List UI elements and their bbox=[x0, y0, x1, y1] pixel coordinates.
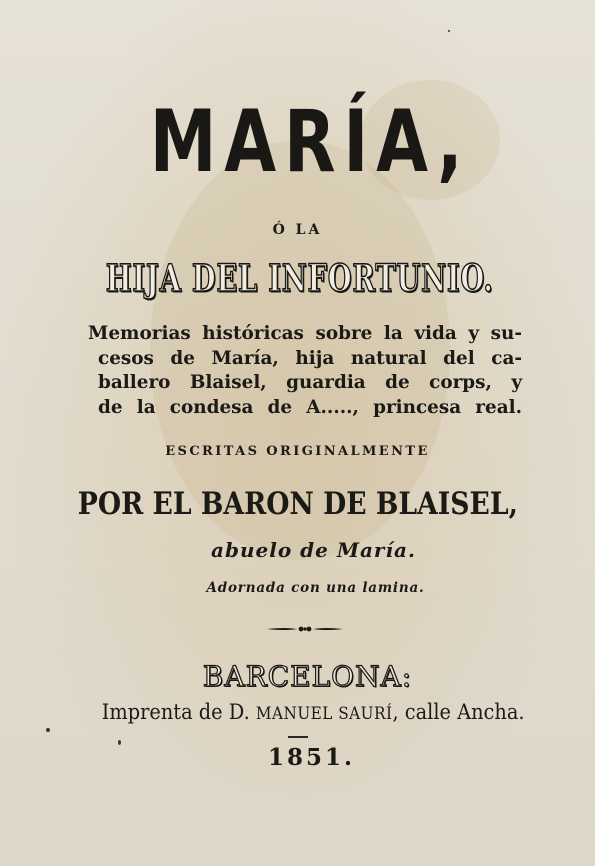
printer-name: MANUEL SAURÍ bbox=[255, 704, 393, 724]
description-block bbox=[88, 322, 522, 420]
written-by-intro: ESCRITAS ORIGINALMENTE bbox=[165, 444, 430, 459]
description-line: ballero Blaisel, guardia de corps, y bbox=[98, 372, 522, 393]
publication-year: 1851. bbox=[267, 744, 356, 771]
description-line: Memorias históricas sobre la vida y su- bbox=[88, 323, 522, 344]
author-note: abuelo de María. bbox=[211, 538, 416, 562]
printer-prefix: Imprenta de D. bbox=[101, 700, 256, 725]
printer-line bbox=[31, 700, 581, 725]
book-title: MARÍA, bbox=[149, 92, 471, 192]
title-connector: Ó LA bbox=[272, 222, 323, 238]
illustration-note: Adornada con una lamina. bbox=[206, 580, 425, 596]
ink-spot bbox=[448, 30, 450, 32]
description-line: de la condesa de A....., princesa real. bbox=[98, 396, 522, 418]
book-subtitle: HIJA DEL INFORTUNIO. bbox=[105, 256, 494, 300]
year-rule bbox=[288, 736, 308, 738]
printer-suffix: , calle Ancha. bbox=[392, 700, 525, 725]
rule-ornament-icon bbox=[265, 620, 345, 638]
ink-spot bbox=[46, 728, 50, 732]
publication-city: BARCELONA: bbox=[202, 660, 413, 693]
author-line: POR EL BARON DE BLAISEL, bbox=[77, 486, 518, 522]
description-line: cesos de María, hija natural del ca- bbox=[98, 347, 522, 369]
